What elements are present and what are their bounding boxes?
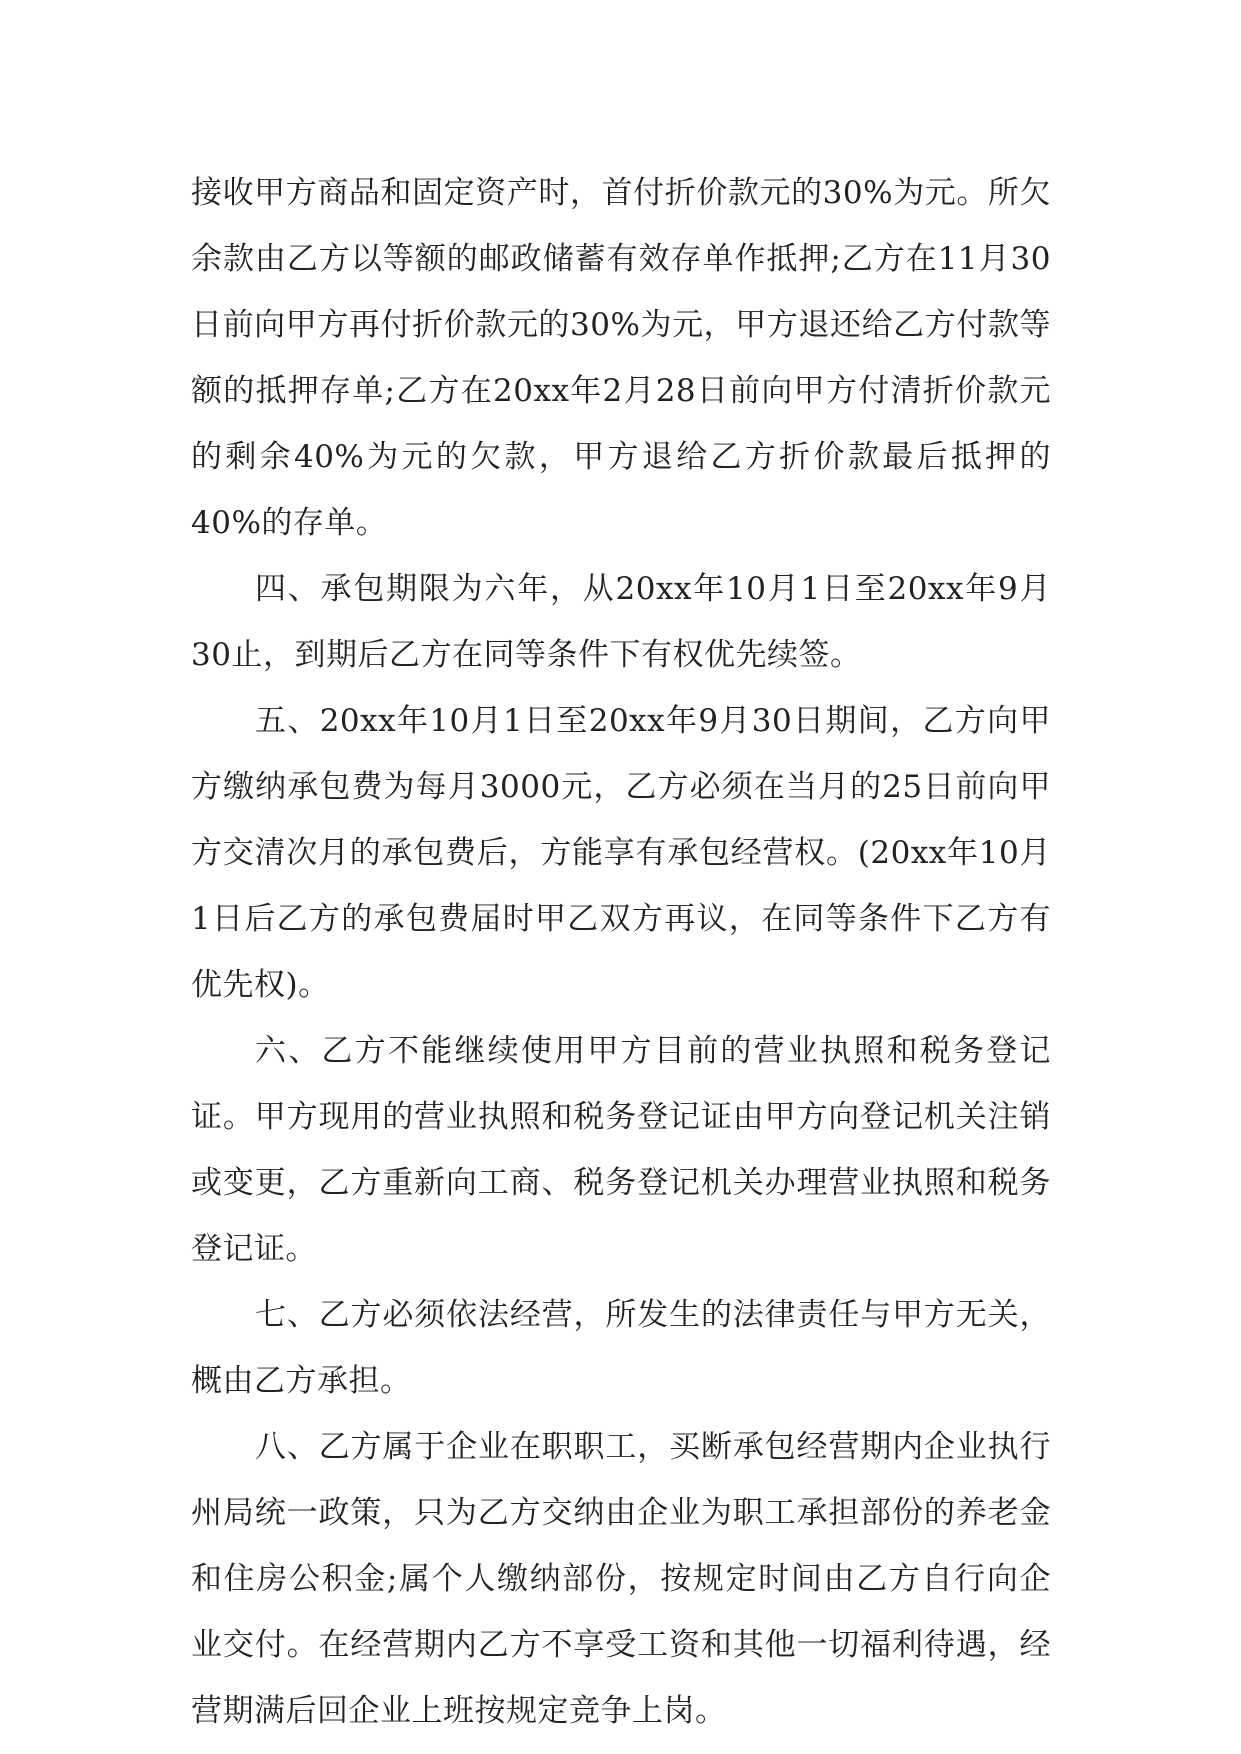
paragraph-clause-8: 八、乙方属于企业在职职工，买断承包经营期内企业执行州局统一政策，只为乙方交纳由企业为职工承担部份的养老金和住房公积金;属个人缴纳部份，按规定时间由乙方自行向企业交付。在经营期内乙方不享受工资和其他一切福利待遇，经营期满后回企业上班按规定竞争上岗。 (191, 1429, 1051, 1729)
paragraph-continuation: 接收甲方商品和固定资产时，首付折价款元的30%为元。所欠余款由乙方以等额的邮政储蓄有效存单作抵押;乙方在11月30日前向甲方再付折价款元的30%为元，甲方退还给乙方付款等额的抵押存单;乙方在20xx年2月28日前向甲方付清折价款元的剩余40%为元的欠款，甲方退给乙方折价款最后抵押的40%的存单。 (191, 175, 1051, 541)
paragraph-clause-5: 五、20xx年10月1日至20xx年9月30日期间，乙方向甲方缴纳承包费为每月3000元，乙方必须在当月的25日前向甲方交清次月的承包费后，方能享有承包经营权。(20xx年10月1日后乙方的承包费届时甲乙双方再议，在同等条件下乙方有优先权)。 (191, 703, 1051, 1003)
paragraph-clause-4: 四、承包期限为六年，从20xx年10月1日至20xx年9月30止，到期后乙方在同等条件下有权优先续签。 (191, 571, 1051, 673)
paragraph-clause-6: 六、乙方不能继续使用甲方目前的营业执照和税务登记证。甲方现用的营业执照和税务登记证由甲方向登记机关注销或变更，乙方重新向工商、税务登记机关办理营业执照和税务登记证。 (191, 1033, 1051, 1267)
document-body (191, 160, 1051, 1744)
paragraph-clause-7: 七、乙方必须依法经营，所发生的法律责任与甲方无关，概由乙方承担。 (191, 1297, 1051, 1399)
